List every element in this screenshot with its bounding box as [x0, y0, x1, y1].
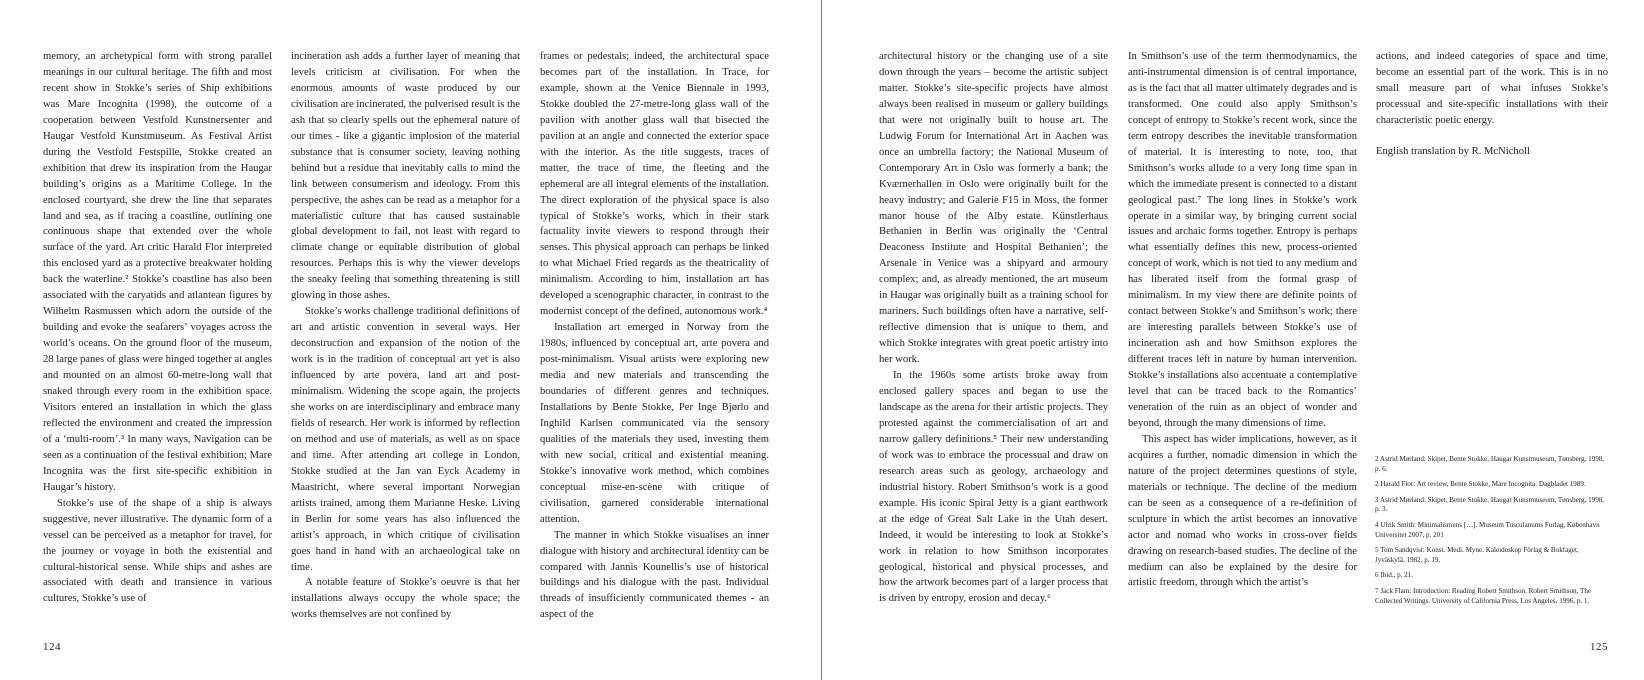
left-page-column-3 — [540, 49, 769, 623]
paragraph: Installation art emerged in Norway from the 1980s, influenced by conceptual art, arte povera and post-minimalism. Visual artists were exploring new media and new materials and transcending the boundaries of different genres and techniques. Installations by Bente Stokke, Per Inge Bjørlo and Inghild Karlsen communicated via the sensory qualities of the materials they used, investing them with new social, critical and existential meaning. Stokke’s innovative work method, which combines conceptual mise-en-scène with critique of civilisation, garnered considerable international attention. — [540, 322, 769, 525]
paragraph: In the 1960s some artists broke away from enclosed gallery spaces and began to use the landscape as the arena for their artistic projects. They protested against the commercialisation of art and narrow gallery definitions.⁵ Their new understanding of work was to embrace the processual and draw on research areas such as geology, archaeology and industrial history. Robert Smithson’s work is a good example. His iconic Spiral Jetty is a giant earthwork at the edge of Great Salt Lake in the Utah desert. Indeed, it would be interesting to look at Stokke’s work in relation to how Smithson incorporates geological, historical and physical processes, and how the artwork becomes part of a larger process that is driven by entropy, erosion and decay.⁶ — [879, 370, 1108, 605]
paragraph: architectural history or the changing use of a site down through the years – become the artistic subject matter. Stokke’s site-specific projects have almost always been realised in museum or gallery buildings that were not originally built to house art. The Ludwig Forum for International Art in Aachen was once an umbrella factory; the National Museum of Contemporary Art in Oslo was formerly a bank; the Kværnerhallen in Oslo were originally built for the heavy industry; and Galerie F15 in Moss, the former manor house of the Alby estate. Künstlerhaus Bethanien in Berlin was originally the ‘Central Deaconess Institute and Hospital Bethanien’; the Arsenale in Venice was a shipyard and armoury complex; and, as already mentioned, the art museum in Haugar was originally built as a training school for mariners. Such buildings often have a narrative, self-reflective dimension that is unique to them, and which Stokke integrates with great poetic artistry into her work. — [879, 51, 1108, 366]
page-gutter-divider — [821, 0, 822, 680]
left-page-column-1 — [43, 49, 272, 607]
paragraph: The manner in which Stokke visualises an inner dialogue with history and architectural identity can be compared with Jannis Kounellis’s use of historical buildings and his dialogue with the past. Individual threads of insufficiently communicated themes - an aspect of the — [540, 529, 769, 621]
footnotes — [1375, 455, 1609, 612]
right-page-column-1 — [879, 49, 1108, 607]
page-number-left: 124 — [43, 641, 61, 653]
paragraph: This aspect has wider implications, however, as it acquires a further, nomadic dimension in which the nature of the project determines questions of style, materials or technique. The decline of the medium can be seen as a consequence of a re-definition of sculpture in which the artist becomes an innovative actor and nomad who works in cross-over fields drawing on research-based studies. The decline of the medium can also be explained by the desire for artistic freedom, through which the artist’s — [1128, 433, 1357, 589]
paragraph: frames or pedestals; indeed, the architectural space becomes part of the installation. In Trace, for example, shown at the Venice Biennale in 1993, Stokke doubled the 27-metre-long glass wall of the pavilion with another glass wall that bisected the pavilion at an angle and connected the exterior space with the interior. As the title suggests, traces of matter, the trace of time, the fleeting and the ephemeral are all integral elements of the installation. The direct exploration of the physical space is also typical of Stokke’s works, which in their stark factuality invite viewers to respond through their senses. This physical approach can perhaps be linked to what Michael Fried regards as the theatricality of minimalism. According to him, installation art has developed a scenographic character, in contrast to the modernist concept of the defined, autonomous work.⁴ — [540, 51, 769, 318]
paragraph: incineration ash adds a further layer of meaning that levels criticism at civilisation. For when the enormous amounts of waste produced by our civilisation are incinerated, the pulverised result is the ash that so clearly spells out the ephemeral nature of our times - like a gigantic implosion of the material substance that is consumer society, leaving nothing behind but a residue that inevitably calls to mind the link between consumerism and ideology. From this perspective, the ashes can be read as a metaphor for a materialistic culture that has caused sustainable global development to fail, not least with regard to climate change or equitable distribution of global resources. Perhaps this is why the viewer develops the sneaky feeling that something threatening is still glowing in those ashes. — [291, 51, 520, 302]
paragraph: Stokke’s works challenge traditional definitions of art and artistic convention in several ways. Her deconstruction and expansion of the notion of the work is in the tradition of conceptual art yet is also influenced by arte povera, land art and post-minimalism. Widening the scope again, the projects she works on are interdisciplinary and embrace many fields of research. Her work is informed by reflection on method and use of materials, as well as on space and time. After attending art college in London, Stokke studied at the Jan van Eyck Academy in Maastricht, where several important Norwegian artists trained, among them Marianne Heske. Living in Berlin for some years has also influenced the artist’s approach, in which critique of civilisation goes hand in hand with an archaeological take on time. — [291, 306, 520, 573]
footnote: 7 Jack Flam: Introduction: Reading Robert Smithson. Robert Smithson, The Collected Writings. University of California Press, Los Angeles, 1996, p. 1. — [1375, 586, 1592, 605]
left-page-column-2 — [291, 49, 520, 623]
footnote: 3 Astrid Mørland: Skipet, Bente Stokke. Haugar Kunstmuseum, Tønsberg, 1998, p. 3. — [1375, 495, 1605, 514]
paragraph: memory, an archetypical form with strong parallel meanings in our cultural heritage. The fifth and most recent show in Stokke’s series of Ship exhibitions was Mare Incognita (1998), the outcome of a cooperation between Vestfold Kunstnersenter and Haugar Vestfold Kunstmuseum. As Festival Artist during the Vestfold Festspille, Stokke created an exhibition that drew its inspiration from the Haugar building’s origins as a Maritime College. In the enclosed courtyard, she drew the line that separates land and sea, as if tracing a coastline, outlining one continuous shape that extended over the whole surface of the yard. Art critic Harald Flor interpreted this enclosed yard as a protective breakwater holding back the waterline.² Stokke’s coastline has also been associated with the caryatids and atlantean figures by Wilhelm Rasmussen which adorn the outside of the building and evoke the seafarers’ voyages across the world’s oceans. On the ground floor of the museum, 28 large panes of glass were hinged together at angles and mounted on an almost 60-metre-long wall that snaked through every room in the exhibition space. Visitors entered an installation in which the glass reflected the environment and created the impression of a ‘multi-room’.³ In many ways, Navigation can be seen as a continuation of the festival exhibition; Mare Incognita was the first site-specific exhibition in Haugar’s history. — [43, 51, 272, 493]
right-page-column-3 — [1376, 49, 1608, 160]
translation-credit: English translation by R. McNicholl — [1376, 145, 1530, 157]
footnote: 5 Tom Sandqvist: Konst. Medi. Myne. Kaleidoskop Förlag & Bokfaget, Jyväskylä, 1982, p. 19. — [1375, 546, 1579, 564]
right-page-column-2 — [1128, 49, 1357, 591]
paragraph: In Smithson’s use of the term thermodynamics, the anti-instrumental dimension is of central importance, as is the fact that all matter ultimately degrades and is transformed. One could also apply Smithson’s concept of entropy to Stokke’s recent work, since the term entropy describes the inevitable transformation of material. It is interesting to note, too, that Smithson’s works allude to a very long time span in which the immediate present is connected to a distant geological past.⁷ The long lines in Stokke’s work operate in a similar way, by bringing current social issues and archaic forms together. Entropy is perhaps what essentially defines this new, process-oriented concept of work, which is not tied to any medium and has liberated itself from the formal grasp of minimalism. In my view there are definite points of contact between Stokke’s and Smithson’s work; there are interesting parallels between Stokke’s use of incineration ash and how Smithson explores the different traces left in nature by human intervention. Stokke’s installations also accentuate a contemplative level that can be traced back to the Romantics’ veneration of the ruin as an object of wonder and beyond, through the many dimensions of time. — [1128, 51, 1357, 429]
footnote: 4 Ulrik Smith: Minimalismens […]. Museum Tusculanums Forlag, København Universitet 2007, p. 201 — [1375, 520, 1600, 539]
page-number-right: 125 — [1590, 641, 1608, 653]
footnote: 6 Ibid., p. 21. — [1375, 571, 1414, 580]
paragraph: A notable feature of Stokke’s oeuvre is that her installations always occupy the whole space; the works themselves are not confined by — [291, 577, 520, 621]
paragraph: actions, and indeed categories of space and time, become an essential part of the work. This is in no small measure part of what infuses Stokke’s processual and site-specific installations with their characteristic poetic energy. — [1376, 51, 1608, 126]
paragraph: Stokke’s use of the shape of a ship is always suggestive, never illustrative. The dynamic form of a vessel can be perceived as a metaphor for travel, for the journey or voyage in both the existential and cultural-historical sense. While ships and ashes are associated with death and transience in various cultures, Stokke’s use of — [43, 497, 272, 605]
footnote: 2 Harald Flor: Art review, Bente Stokke, Mare Incognita. Dagbladet 1989. — [1375, 480, 1586, 489]
footnote: 2 Astrid Mørland: Skipet, Bente Stokke, Haugar Kunstmuseum, Tønsberg, 1998, p. 6. — [1375, 455, 1605, 473]
